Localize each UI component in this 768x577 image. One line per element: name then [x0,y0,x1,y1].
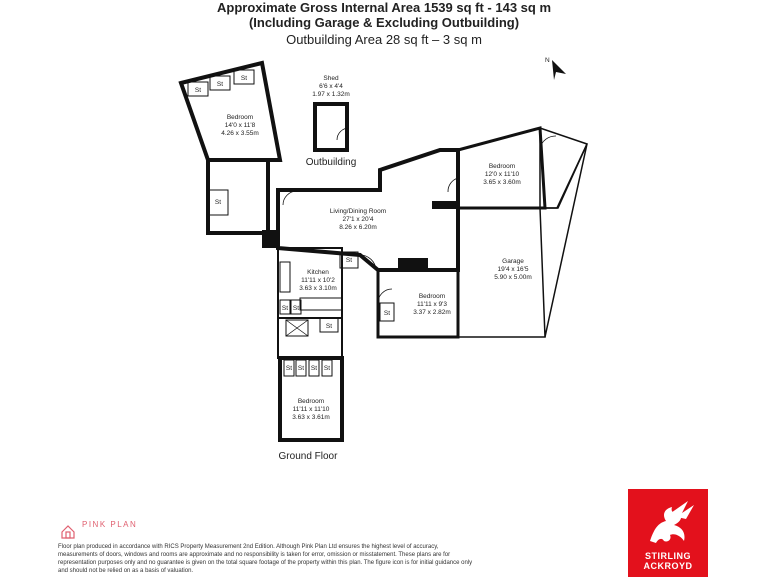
bedroom-nw-imperial: 14'0 x 11'8 [224,122,256,129]
st-label: St [281,305,289,312]
outbuilding-label: Outbuilding [305,157,357,168]
garage-metric: 5.90 x 5.00m [494,274,532,281]
bedroom-nw-name: Bedroom [226,114,254,121]
north-arrow-icon [552,60,566,80]
bedroom-s-name: Bedroom [297,398,325,405]
area-subtitle: (Including Garage & Excluding Outbuilding) [248,15,520,30]
shed-outline [315,104,347,150]
kitchen-imperial: 11'11 x 10'2 [301,277,335,284]
ground-floor-label: Ground Floor [278,451,338,462]
st-label: St [383,310,391,317]
bedroom-mid-metric: 3.37 x 2.82m [413,309,451,316]
logo-line2: ACKROYD [643,561,693,571]
st-label: St [216,81,224,88]
shed-name: Shed [323,75,339,82]
griffin-icon [628,493,708,553]
living-name: Living/Dining Room [329,208,387,215]
st-label: St [285,365,293,372]
brand-name: PINK PLAN [82,520,138,529]
st-label: St [240,75,248,82]
bedroom-s-imperial: 11'11 x 11'10 [292,406,330,413]
west-closet-walls [208,160,268,233]
logo-line1: STIRLING [645,551,691,561]
st-label: St [292,305,300,312]
north-label: N [545,57,550,64]
st-label: St [345,257,353,264]
bedroom-ne-name: Bedroom [488,163,516,170]
stirling-ackroyd-logo [628,489,708,577]
st-label: St [310,365,318,372]
bedroom-s-metric: 3.63 x 3.61m [292,414,330,421]
bedroom-ne-metric: 3.65 x 3.60m [483,179,521,186]
disclaimer: Floor plan produced in accordance with RICS Property Measurement 2nd Edition. Although Pink Plan Ltd ensures the highest level of accuracy, measurements of doors, windows and rooms are approximate and no responsibility is taken for error, omission or misstatement. These plans are for representation purposes only and no guarantee is given on the total square footage of the property within this plan. The figure icon is for initial guidance only and should not be relied on as a basis of valuation. [58,544,473,574]
bedroom-ne-imperial: 12'0 x 11'10 [484,171,520,178]
st-label: St [325,323,333,330]
bedroom-mid-imperial: 11'11 x 9'3 [416,301,448,308]
pink-plan-brand [62,520,137,529]
living-imperial: 27'1 x 20'4 [342,216,374,223]
outbuilding-area: Outbuilding Area 28 sq ft – 3 sq m [286,32,482,47]
garage-name: Garage [502,258,524,265]
st-label: St [323,365,331,372]
kitchen-name: Kitchen [307,269,329,276]
shed-metric: 1.97 x 1.32m [312,91,350,98]
st-label: St [194,87,202,94]
bathroom-walls [278,318,342,358]
st-label: St [214,199,222,206]
garage-imperial: 19'4 x 16'5 [497,266,529,273]
shed-imperial: 6'6 x 4'4 [319,83,343,90]
living-metric: 8.26 x 6.20m [339,224,377,231]
area-title: Approximate Gross Internal Area 1539 sq ft - 143 sq m [216,0,552,15]
st-label: St [297,365,305,372]
kitchen-metric: 3.63 x 3.10m [299,285,337,292]
bedroom-mid-name: Bedroom [418,293,446,300]
bedroom-nw-metric: 4.26 x 3.55m [221,130,259,137]
